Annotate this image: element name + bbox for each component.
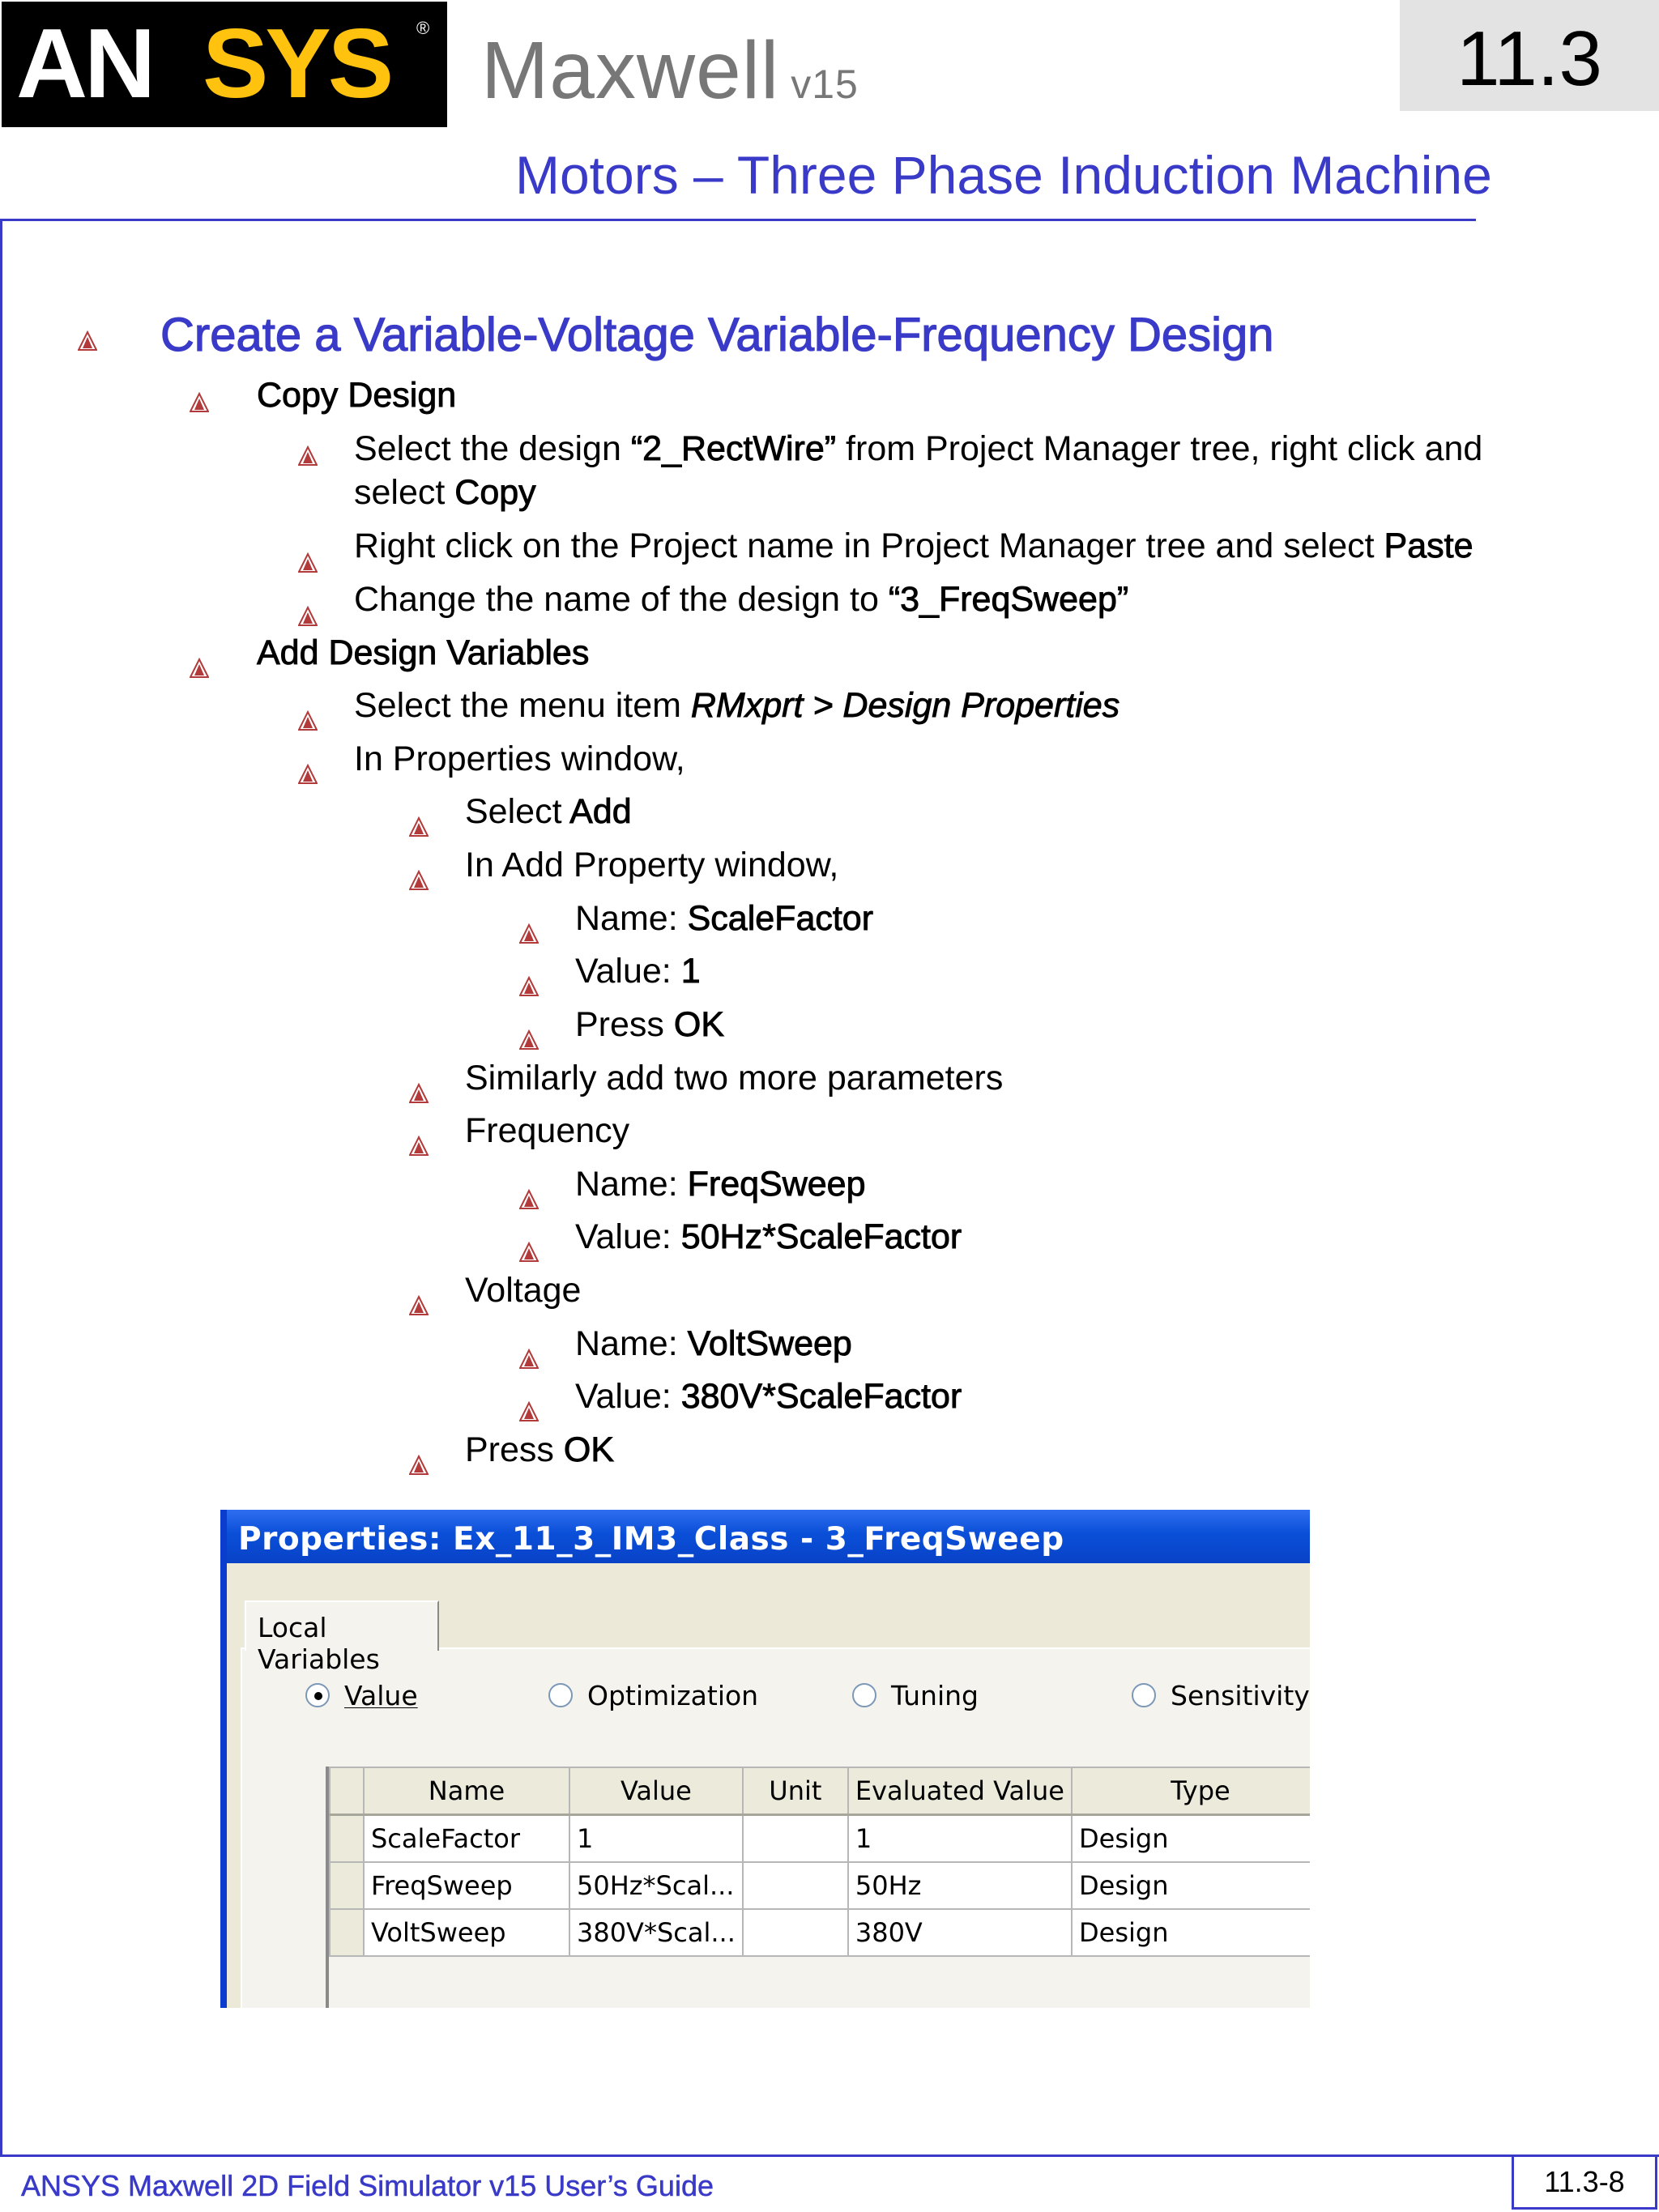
volt-value [575,1375,962,1419]
add-vars-props: In Properties window, [354,739,685,778]
triangle-bullet-icon [519,1401,539,1422]
scale-press-ok [575,1004,724,1047]
scale-value [575,950,701,994]
cell-type: Design [1072,1815,1310,1863]
triangle-bullet-icon [519,976,539,997]
row-selector-header [330,1767,364,1815]
triangle-bullet-icon [409,1136,429,1157]
triangle-bullet-icon [519,1349,539,1370]
var-name: ScaleFactor [687,899,874,938]
frequency-label: Frequency [465,1111,630,1150]
command-name: OK [673,1005,725,1044]
text: Change the name of the design to [354,580,889,619]
svg-text:SYS: SYS [203,8,391,118]
cell-evaluated: 50Hz [848,1862,1072,1909]
product-version: v15 [791,62,859,107]
var-name: VoltSweep [687,1324,852,1363]
radio-circle [1132,1683,1156,1707]
add-vars-add-prop: In Add Property window, [465,846,839,884]
triangle-bullet-icon [519,1189,539,1210]
table-row[interactable] [330,1815,1310,1863]
freq-value [575,1216,962,1259]
copy-step-rename [354,578,1128,622]
left-frame-line [0,219,2,2154]
cell-type: Design [1072,1862,1310,1909]
column-header[interactable]: Name [364,1767,569,1815]
radio-circle [305,1683,330,1707]
column-header[interactable]: Type [1072,1767,1310,1815]
text: select [354,473,455,512]
text: Right click on the Project name in Project Manager tree and select [354,526,1384,565]
tab-local-variables[interactable] [245,1600,439,1675]
cell-name[interactable]: ScaleFactor [364,1815,569,1863]
command-name: OK [563,1430,615,1469]
add-vars-menu [354,684,1120,728]
row-selector[interactable] [330,1862,364,1909]
freq-name [575,1163,866,1207]
cell-unit[interactable] [743,1862,848,1909]
tab-label: Local Variables [258,1612,380,1675]
cell-value[interactable]: 1 [569,1815,743,1863]
text: from Project Manager tree, right click and [836,429,1483,468]
triangle-bullet-icon [409,1295,429,1316]
volt-name [575,1323,852,1366]
similarly-add: Similarly add two more parameters [465,1059,1004,1097]
triangle-bullet-icon [519,1242,539,1263]
add-vars-select-add [465,791,632,834]
triangle-bullet-icon [78,330,97,352]
row-selector[interactable] [330,1909,364,1956]
column-header[interactable]: Evaluated Value [848,1767,1072,1815]
text: Name: [575,1324,688,1363]
voltage-label: Voltage [465,1271,582,1310]
scale-name [575,897,873,941]
text: Value: [575,1377,681,1416]
triangle-bullet-icon [409,870,429,891]
triangle-bullet-icon [519,1029,539,1051]
text: Press [575,1005,674,1044]
dialog-left-border [220,1510,227,2008]
footer-page-box [1512,2157,1657,2210]
variables-table [329,1767,1310,1957]
triangle-bullet-icon [298,606,318,627]
design-name: “3_FreqSweep” [888,580,1129,619]
radio-label: Sensitivity [1171,1680,1310,1711]
triangle-bullet-icon [409,1083,429,1104]
cell-type: Design [1072,1909,1310,1956]
text: Select the menu item [354,686,691,725]
triangle-bullet-icon [409,1455,429,1476]
dialog-title: Properties: Ex_11_3_IM3_Class - 3_FreqSweep [238,1521,1064,1558]
cell-evaluated: 1 [848,1815,1072,1863]
column-header[interactable]: Value [569,1767,743,1815]
variables-grid [326,1767,1310,2008]
radio-label: Optimization [587,1680,759,1711]
var-value: 1 [680,952,701,991]
cell-evaluated: 380V [848,1909,1072,1956]
column-header[interactable]: Unit [743,1767,848,1815]
footer-guide-title: ANSYS Maxwell 2D Field Simulator v15 User’s Guide [21,2169,714,2202]
text: Name: [575,1165,688,1204]
text: Value: [575,952,681,991]
product-name [481,24,859,117]
triangle-bullet-icon [190,392,209,413]
radio-circle [548,1683,573,1707]
svg-text:®: ® [416,18,430,38]
footer-divider [0,2154,1659,2157]
cell-unit[interactable] [743,1815,848,1863]
properties-dialog [220,1510,1310,2008]
table-row[interactable] [330,1862,1310,1909]
copy-step-select [354,428,1482,471]
text: Press [465,1430,564,1469]
command-name: Paste [1384,526,1473,565]
triangle-bullet-icon [190,658,209,679]
text: Select the design [354,429,631,468]
triangle-bullet-icon [298,552,318,573]
dialog-titlebar[interactable] [220,1510,1310,1563]
header-divider [0,219,1476,221]
chapter-number: 11.3 [1456,15,1602,102]
triangle-bullet-icon [519,923,539,944]
final-press-ok [465,1429,614,1473]
chapter-number-box [1400,0,1659,111]
cell-name[interactable]: FreqSweep [364,1862,569,1909]
copy-design-label: Copy Design [257,376,457,415]
command-name: Add [569,792,632,831]
product-name-text: Maxwell [481,25,780,116]
cell-value[interactable]: 380V*Scal... [569,1909,743,1956]
radio-label: Tuning [891,1680,979,1711]
row-selector[interactable] [330,1815,364,1863]
ansys-logo [2,2,447,127]
cell-name[interactable]: VoltSweep [364,1909,569,1956]
cell-value[interactable]: 50Hz*Scal... [569,1862,743,1909]
table-header-row [330,1767,1310,1815]
section-heading: Create a Variable-Voltage Variable-Frequency Design [160,309,1274,361]
text: Value: [575,1217,681,1256]
menu-path: RMxprt > Design Properties [690,686,1120,725]
var-value: 380V*ScaleFactor [680,1377,962,1416]
page-number: 11.3-8 [1544,2165,1625,2198]
text: Name: [575,899,688,938]
copy-step-select-cont [354,471,536,515]
add-vars-label: Add Design Variables [257,633,590,672]
radio-label: Value [344,1680,418,1711]
triangle-bullet-icon [298,445,318,467]
radio-dot [314,1692,322,1700]
triangle-bullet-icon [298,710,318,731]
triangle-bullet-icon [409,816,429,837]
text: Select [465,792,570,831]
design-name: “2_RectWire” [630,429,837,468]
command-name: Copy [454,473,536,512]
triangle-bullet-icon [298,764,318,785]
page-title: Motors – Three Phase Induction Machine [515,145,1492,205]
copy-step-paste [354,525,1473,569]
svg-text:AN: AN [16,8,153,118]
cell-unit[interactable] [743,1909,848,1956]
radio-circle [852,1683,876,1707]
var-name: FreqSweep [687,1165,866,1204]
table-row[interactable] [330,1909,1310,1956]
var-value: 50Hz*ScaleFactor [680,1217,962,1256]
